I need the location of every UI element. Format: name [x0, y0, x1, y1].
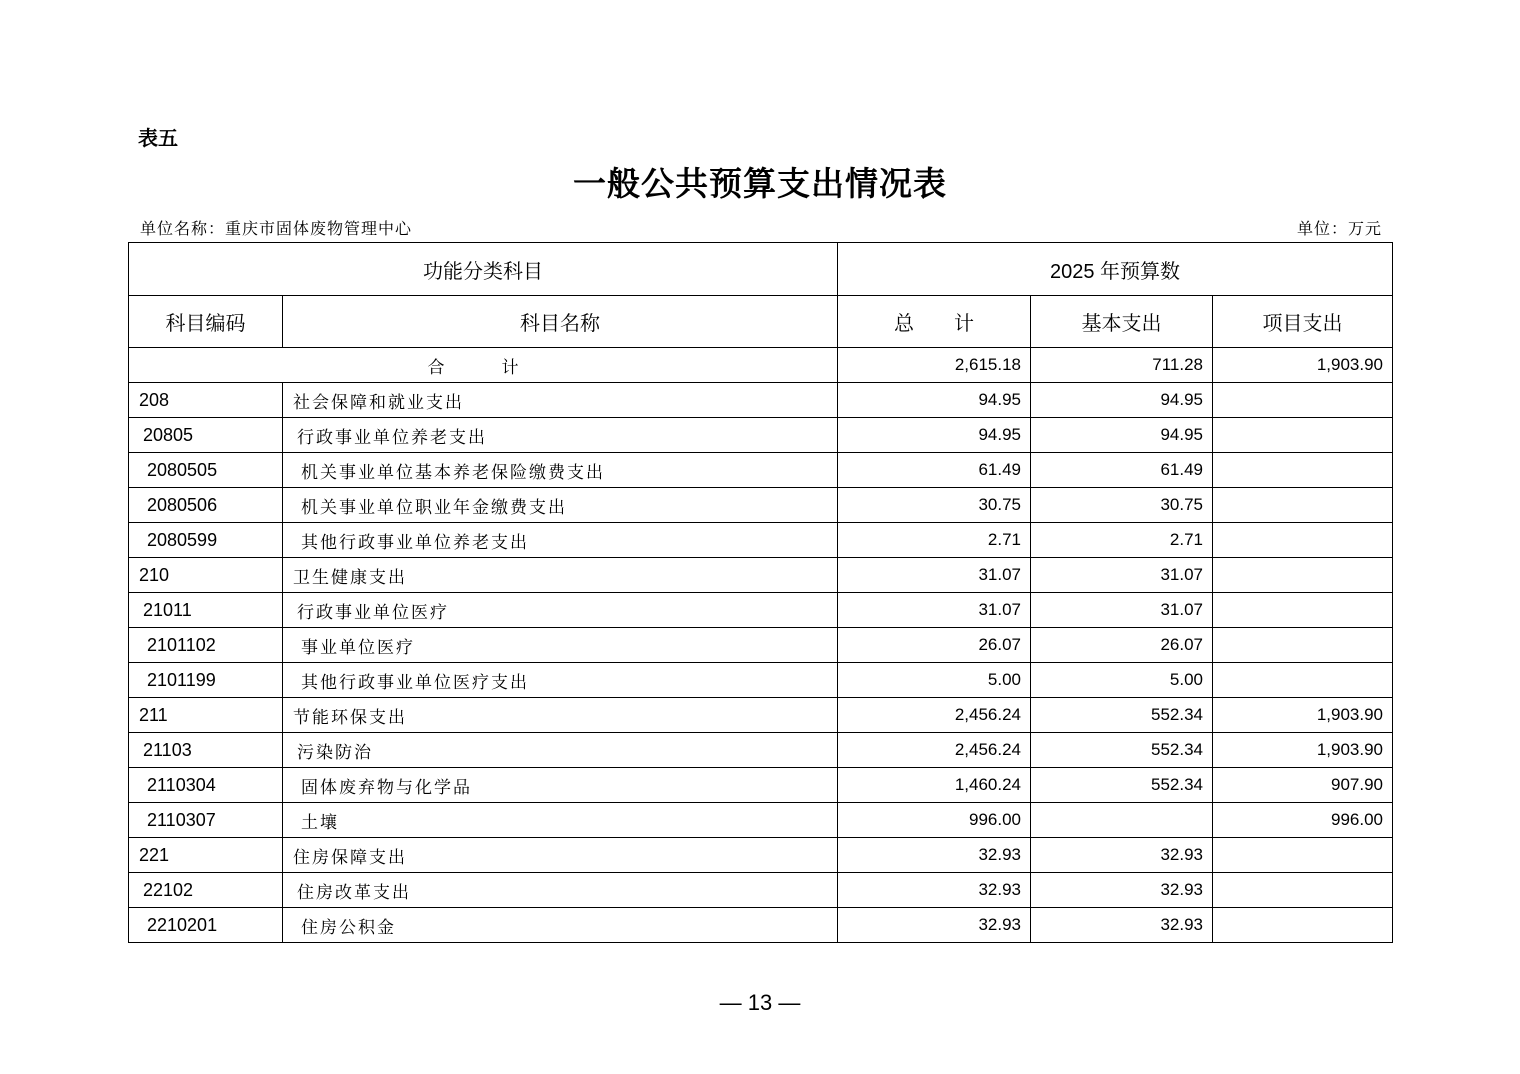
row-name-cell: 其他行政事业单位医疗支出: [283, 663, 838, 698]
functional-classification-header: 功能分类科目: [129, 243, 838, 296]
table-row: [129, 663, 1393, 698]
table-row: [129, 383, 1393, 418]
row-basic-cell: 32.93: [1031, 838, 1213, 873]
row-total-cell: 61.49: [838, 453, 1031, 488]
row-project-cell: [1213, 628, 1393, 663]
row-name-cell: 卫生健康支出: [283, 558, 838, 593]
row-total-cell: 2,456.24: [838, 698, 1031, 733]
row-code-cell: 2080506: [129, 488, 283, 523]
total-row-basic: 711.28: [1031, 348, 1213, 383]
row-project-cell: [1213, 383, 1393, 418]
row-project-cell: 1,903.90: [1213, 698, 1393, 733]
row-project-cell: [1213, 558, 1393, 593]
row-project-cell: [1213, 838, 1393, 873]
document-title: 一般公共预算支出情况表: [573, 164, 947, 203]
table-row: [129, 908, 1393, 943]
row-basic-cell: 94.95: [1031, 383, 1213, 418]
row-name-cell: 固体废弃物与化学品: [283, 768, 838, 803]
row-code-cell: 21103: [129, 733, 283, 768]
table-row: [129, 418, 1393, 453]
row-project-cell: 907.90: [1213, 768, 1393, 803]
row-name-cell: 事业单位医疗: [283, 628, 838, 663]
code-column-header: 科目编码: [129, 296, 283, 348]
row-name-cell: 住房改革支出: [283, 873, 838, 908]
table-row: [129, 768, 1393, 803]
row-total-cell: 30.75: [838, 488, 1031, 523]
table-row: [129, 558, 1393, 593]
row-basic-cell: 552.34: [1031, 698, 1213, 733]
row-total-cell: 2,456.24: [838, 733, 1031, 768]
row-basic-cell: 32.93: [1031, 908, 1213, 943]
row-total-cell: 31.07: [838, 593, 1031, 628]
row-name-cell: 污染防治: [283, 733, 838, 768]
row-code-cell: 20805: [129, 418, 283, 453]
row-total-cell: 31.07: [838, 558, 1031, 593]
row-basic-cell: 26.07: [1031, 628, 1213, 663]
row-basic-cell: 31.07: [1031, 593, 1213, 628]
row-project-cell: 996.00: [1213, 803, 1393, 838]
row-project-cell: [1213, 418, 1393, 453]
row-total-cell: 2.71: [838, 523, 1031, 558]
row-project-cell: [1213, 523, 1393, 558]
table-row: [129, 873, 1393, 908]
row-code-cell: 2080505: [129, 453, 283, 488]
row-code-cell: 208: [129, 383, 283, 418]
total-column-header: 总 计: [838, 296, 1031, 348]
row-name-cell: 行政事业单位医疗: [283, 593, 838, 628]
row-total-cell: 26.07: [838, 628, 1031, 663]
row-basic-cell: 5.00: [1031, 663, 1213, 698]
table-row: [129, 453, 1393, 488]
row-code-cell: 2101199: [129, 663, 283, 698]
row-project-cell: [1213, 593, 1393, 628]
row-name-cell: 其他行政事业单位养老支出: [283, 523, 838, 558]
table-row: [129, 698, 1393, 733]
total-row-total: 2,615.18: [838, 348, 1031, 383]
row-total-cell: 32.93: [838, 908, 1031, 943]
table-row: [129, 593, 1393, 628]
row-total-cell: 32.93: [838, 838, 1031, 873]
table-row: [129, 628, 1393, 663]
row-project-cell: [1213, 453, 1393, 488]
basic-expenditure-column-header: 基本支出: [1031, 296, 1213, 348]
table-row: [129, 488, 1393, 523]
row-basic-cell: 552.34: [1031, 733, 1213, 768]
row-code-cell: 2110307: [129, 803, 283, 838]
row-total-cell: 32.93: [838, 873, 1031, 908]
row-basic-cell: 552.34: [1031, 768, 1213, 803]
row-name-cell: 社会保障和就业支出: [283, 383, 838, 418]
row-name-cell: 行政事业单位养老支出: [283, 418, 838, 453]
table-row: [129, 523, 1393, 558]
row-project-cell: [1213, 908, 1393, 943]
row-code-cell: 21011: [129, 593, 283, 628]
table-row: [129, 803, 1393, 838]
row-basic-cell: 32.93: [1031, 873, 1213, 908]
total-row: [129, 348, 1393, 383]
row-total-cell: 996.00: [838, 803, 1031, 838]
row-code-cell: 2101102: [129, 628, 283, 663]
table-row: [129, 733, 1393, 768]
row-code-cell: 211: [129, 698, 283, 733]
row-name-cell: 住房公积金: [283, 908, 838, 943]
budget-expenditure-table: [128, 242, 1393, 943]
budget-2025-header: 2025 年预算数: [838, 243, 1393, 296]
row-name-cell: 节能环保支出: [283, 698, 838, 733]
row-total-cell: 94.95: [838, 418, 1031, 453]
row-total-cell: 94.95: [838, 383, 1031, 418]
row-code-cell: 22102: [129, 873, 283, 908]
row-basic-cell: 94.95: [1031, 418, 1213, 453]
row-project-cell: [1213, 488, 1393, 523]
row-total-cell: 1,460.24: [838, 768, 1031, 803]
row-code-cell: 221: [129, 838, 283, 873]
name-column-header: 科目名称: [283, 296, 838, 348]
row-basic-cell: 31.07: [1031, 558, 1213, 593]
table-label: 表五: [138, 128, 178, 150]
row-basic-cell: [1031, 803, 1213, 838]
page-number: — 13 —: [719, 990, 801, 1015]
row-basic-cell: 2.71: [1031, 523, 1213, 558]
row-code-cell: 210: [129, 558, 283, 593]
row-name-cell: 机关事业单位基本养老保险缴费支出: [283, 453, 838, 488]
row-name-cell: 住房保障支出: [283, 838, 838, 873]
table-row: [129, 838, 1393, 873]
row-code-cell: 2080599: [129, 523, 283, 558]
row-total-cell: 5.00: [838, 663, 1031, 698]
unit-label: 单位：万元: [1296, 219, 1382, 238]
row-basic-cell: 61.49: [1031, 453, 1213, 488]
row-basic-cell: 30.75: [1031, 488, 1213, 523]
row-project-cell: 1,903.90: [1213, 733, 1393, 768]
unit-name-label: 单位名称：重庆市固体废物管理中心: [140, 219, 413, 238]
row-project-cell: [1213, 663, 1393, 698]
total-row-label: 合 计: [129, 348, 838, 383]
row-project-cell: [1213, 873, 1393, 908]
row-code-cell: 2210201: [129, 908, 283, 943]
total-row-project: 1,903.90: [1213, 348, 1393, 383]
row-name-cell: 土壤: [283, 803, 838, 838]
row-code-cell: 2110304: [129, 768, 283, 803]
project-expenditure-column-header: 项目支出: [1213, 296, 1393, 348]
row-name-cell: 机关事业单位职业年金缴费支出: [283, 488, 838, 523]
